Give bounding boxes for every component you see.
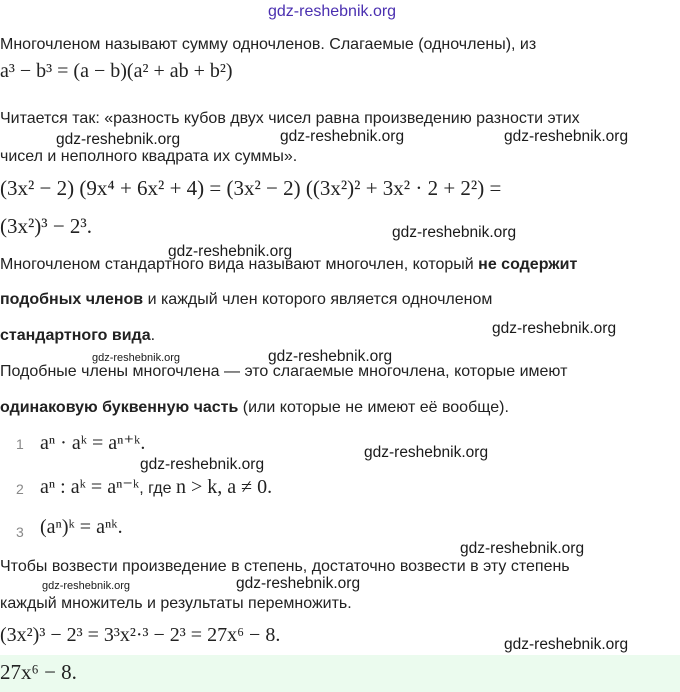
paragraph-line (0, 256, 577, 274)
bold-term: подобных членов (0, 291, 144, 308)
watermark: gdz-reshebnik.org (364, 444, 489, 461)
paragraph-line: чисел и неполного квадрата их суммы». (0, 148, 298, 165)
watermark: gdz-reshebnik.org (140, 456, 265, 473)
watermark: gdz-reshebnik.org (504, 128, 629, 145)
watermark: gdz-reshebnik.org (504, 636, 629, 653)
watermark-small: gdz-reshebnik.org (92, 352, 181, 364)
list-item (40, 474, 272, 499)
watermark: gdz-reshebnik.org (268, 348, 393, 365)
bold-term: стандартного вида (0, 327, 151, 344)
watermark: gdz-reshebnik.org (392, 224, 517, 241)
text: (или которые не имеют её вообще). (238, 399, 509, 416)
text: . (150, 327, 156, 344)
paragraph-line: Чтобы возвести произведение в степень, достаточно возвести в эту степень (0, 558, 570, 575)
text: Многочленом стандартного вида называют многочлен, который (0, 256, 479, 273)
text: и каждый член которого является одночленом (143, 291, 493, 308)
answer-box (0, 655, 680, 692)
list-number: 3 (16, 524, 24, 540)
formula-expansion: (3x² − 2) (9x⁴ + 6x² + 4) = (3x² − 2) ((3x²)² + 3x² · 2 + 2²) = (0, 176, 502, 200)
paragraph-line (0, 291, 492, 309)
watermark: gdz-reshebnik.org (460, 540, 585, 557)
watermark: gdz-reshebnik.org (280, 128, 405, 145)
list-formula: (aⁿ)ᵏ = aⁿᵏ. (40, 516, 123, 538)
paragraph-line: каждый множитель и результаты перемножить. (0, 595, 352, 612)
watermark: gdz-reshebnik.org (236, 575, 361, 592)
watermark-top[interactable]: gdz-reshebnik.org (268, 3, 397, 20)
watermark-small: gdz-reshebnik.org (42, 580, 131, 592)
answer-formula: 27x⁶ − 8. (0, 660, 77, 684)
paragraph-line (0, 327, 155, 345)
paragraph-line: Подобные члены многочлена — это слагаемые многочлена, которые имеют (0, 363, 568, 380)
watermark: gdz-reshebnik.org (56, 131, 181, 148)
watermark: gdz-reshebnik.org (492, 320, 617, 337)
formula-result: (3x²)³ − 2³. (0, 214, 92, 238)
paragraph-line (0, 399, 509, 417)
list-formula: aⁿ · aᵏ = aⁿ⁺ᵏ. (40, 432, 146, 454)
list-number: 1 (16, 436, 24, 452)
watermark: gdz-reshebnik.org (168, 243, 293, 260)
bold-term: не содержит (478, 256, 578, 273)
list-number: 2 (16, 481, 24, 497)
formula-difference-of-cubes: a³ − b³ = (a − b)(a² + ab + b²) (0, 60, 233, 82)
paragraph-line: Читается так: «разность кубов двух чисел равна произведению разности этих (0, 110, 580, 127)
list-formula: aⁿ : aᵏ = aⁿ⁻ᵏ (40, 476, 140, 498)
text: , где (139, 480, 176, 497)
list-formula: n > k, a ≠ 0. (175, 476, 273, 498)
bold-term: одинаковую буквенную часть (0, 399, 239, 416)
paragraph-line: Многочленом называют сумму одночленов. Слагаемые (одночлены), из (0, 36, 537, 53)
formula-power-of-product: (3x²)³ − 2³ = 3³x²·³ − 2³ = 27x⁶ − 8. (0, 624, 281, 646)
